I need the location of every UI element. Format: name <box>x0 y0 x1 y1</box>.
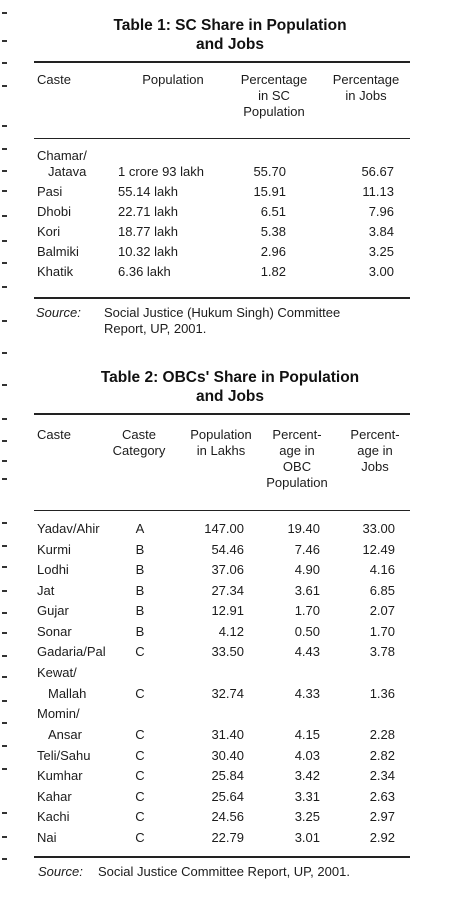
t1-row-caste-line1: Chamar/ <box>37 148 87 163</box>
t1-source-line1: Social Justice (Hukum Singh) Committee <box>104 305 341 320</box>
table1-bottom-rule <box>34 297 410 299</box>
t2-row-pct-obc: 4.90 <box>294 562 320 577</box>
t2-row-pct-jobs: 12.49 <box>362 541 395 557</box>
t1-row-pct-jobs: 3.84 <box>368 224 394 239</box>
table2-top-rule <box>34 413 410 415</box>
t2-row-caste: Kurmi <box>37 541 71 557</box>
t2-header-cat-l1: Caste <box>122 427 156 442</box>
t2-row-pct-obc: 3.25 <box>294 809 320 824</box>
t2-row-population: 54.46 <box>211 541 244 557</box>
t1-row-caste: Jatava <box>48 164 87 179</box>
t1-header-pct-sc-l2: in SC <box>258 88 290 103</box>
t1-row-pct-sc: 15.91 <box>253 184 286 199</box>
t1-row-pct-jobs: 7.96 <box>368 204 394 219</box>
t2-row-category: C <box>135 727 145 742</box>
table2-bottom-rule <box>34 856 410 858</box>
t2-row-pct-obc: 19.40 <box>287 521 320 536</box>
t2-header-cat-l2: Category <box>112 443 166 458</box>
t1-row-caste: Dhobi <box>37 204 71 219</box>
table1-title-line2: and Jobs <box>195 36 265 53</box>
t2-row-pct-obc: 4.43 <box>294 644 320 659</box>
t2-row-population: 22.79 <box>211 829 244 845</box>
t1-header-pct-jobs-l1: Percentage <box>332 72 400 87</box>
t1-row-pct-jobs: 3.25 <box>368 244 394 259</box>
t2-row-pct-jobs: 1.70 <box>369 623 395 639</box>
t2-row-pct-obc: 3.31 <box>294 788 320 804</box>
t1-row-pct-jobs: 3.00 <box>368 264 394 279</box>
t2-row-pct-obc: 0.50 <box>294 623 320 639</box>
t2-row-pct-obc: 4.03 <box>294 747 320 763</box>
t2-row-category: B <box>135 562 145 577</box>
t2-row-pct-jobs: 2.63 <box>369 788 395 804</box>
t1-source-line2: Report, UP, 2001. <box>104 321 207 336</box>
t2-row-pct-obc: 4.33 <box>294 685 320 701</box>
t1-row-population: 6.36 lakh <box>118 264 171 279</box>
t2-header-pct-obc-l1: Percent- <box>272 427 322 442</box>
t2-row-caste: Gadaria/Pal <box>37 644 106 659</box>
t1-row-population: 18.77 lakh <box>118 224 178 239</box>
t2-row-pct-jobs: 2.28 <box>369 727 395 742</box>
t2-row-pct-jobs: 2.97 <box>369 809 395 824</box>
t2-row-caste: Yadav/Ahir <box>37 521 100 536</box>
t2-row-pct-jobs: 2.07 <box>369 603 395 618</box>
t2-row-pct-obc: 3.01 <box>294 829 320 845</box>
t2-row-category: B <box>135 623 145 639</box>
table1-title-line1: Table 1: SC Share in Population <box>113 17 347 34</box>
t1-header-pct-sc-l3: Population <box>243 104 305 119</box>
t2-header-pop-l1: Population <box>190 427 252 442</box>
t2-row-population: 27.34 <box>211 582 244 598</box>
t2-row-population: 30.40 <box>211 747 244 763</box>
margin-bleed-marks <box>0 0 14 912</box>
t2-header-caste: Caste <box>37 427 71 442</box>
t2-row-category: C <box>135 644 145 659</box>
t2-row-pct-obc: 3.61 <box>294 582 320 598</box>
t2-row-category: C <box>135 788 145 804</box>
t2-row-population: 147.00 <box>204 521 244 536</box>
t1-header-caste: Caste <box>37 72 71 87</box>
t2-row-caste: Jat <box>37 582 55 598</box>
t2-row-population: 25.64 <box>211 788 244 804</box>
t2-row-pct-jobs: 3.78 <box>369 644 395 659</box>
t2-row-pct-obc: 4.15 <box>294 727 320 742</box>
t2-row-pct-jobs: 6.85 <box>369 582 395 598</box>
t2-row-category: C <box>135 768 145 783</box>
t2-row-population: 31.40 <box>211 727 244 742</box>
t2-row-population: 37.06 <box>211 562 244 577</box>
t2-row-pct-jobs: 2.34 <box>369 768 395 783</box>
t2-header-pct-jobs-l1: Percent- <box>350 427 400 442</box>
t2-row-population: 25.84 <box>211 768 244 783</box>
t2-row-caste: Kumhar <box>37 768 83 783</box>
t1-row-caste: Balmiki <box>37 244 79 259</box>
t2-row-caste: Nai <box>37 829 57 845</box>
t1-row-pct-sc: 2.96 <box>260 244 286 259</box>
t2-header-pop-l2: in Lakhs <box>196 443 246 458</box>
t1-header-pct-sc-l1: Percentage <box>240 72 308 87</box>
t1-row-pct-sc: 6.51 <box>260 204 286 219</box>
t2-row-caste: Kachi <box>37 809 70 824</box>
t1-header-population: Population <box>142 72 204 87</box>
t2-source-label: Source: <box>38 864 83 879</box>
t1-row-population: 1 crore 93 lakh <box>118 164 204 179</box>
t2-row-caste: Kahar <box>37 788 72 804</box>
t2-row-pct-jobs: 33.00 <box>362 521 395 536</box>
t1-row-population: 22.71 lakh <box>118 204 178 219</box>
t2-row-caste: Teli/Sahu <box>37 747 91 763</box>
t2-row-pct-jobs: 2.92 <box>369 829 395 845</box>
t2-header-pct-jobs-l2: age in <box>357 443 393 458</box>
t2-row-category: B <box>135 541 145 557</box>
t2-header-pct-obc-l4: Population <box>266 475 328 490</box>
t2-row-population: 12.91 <box>211 603 244 618</box>
t2-row-caste: Mallah <box>48 685 87 701</box>
t1-source-label: Source: <box>36 305 81 320</box>
t2-row-population: 24.56 <box>211 809 244 824</box>
t2-row-population: 33.50 <box>211 644 244 659</box>
t1-row-caste: Khatik <box>37 264 74 279</box>
t2-row-pct-obc: 1.70 <box>294 603 320 618</box>
t2-row-category: C <box>135 829 145 845</box>
t2-row-pct-jobs: 4.16 <box>369 562 395 577</box>
t2-row-pct-jobs: 2.82 <box>369 747 395 763</box>
t2-row-category: C <box>135 747 145 763</box>
t2-row-pct-jobs: 1.36 <box>369 685 395 701</box>
t2-row-category: C <box>135 685 145 701</box>
t2-row-pct-obc: 7.46 <box>294 541 320 557</box>
t2-row-caste: Sonar <box>37 623 72 639</box>
t2-header-pct-obc-l3: OBC <box>282 459 312 474</box>
table2-source <box>38 864 83 879</box>
t2-row-pct-obc: 3.42 <box>294 768 320 783</box>
t1-row-population: 10.32 lakh <box>118 244 178 259</box>
t1-header-pct-jobs-l2: in Jobs <box>345 88 387 103</box>
table2-title-line1: Table 2: OBCs' Share in Population <box>100 369 360 386</box>
t2-row-category: B <box>135 603 145 618</box>
t2-row-caste-line1: Kewat/ <box>37 664 77 680</box>
t2-row-category: A <box>135 521 145 536</box>
t2-row-caste: Lodhi <box>37 562 69 577</box>
t2-row-caste: Ansar <box>48 727 82 742</box>
t1-row-pct-jobs: 56.67 <box>361 164 394 179</box>
t1-row-pct-sc: 5.38 <box>260 224 286 239</box>
table2-header-rule <box>34 510 410 511</box>
t2-row-population: 32.74 <box>211 685 244 701</box>
t1-row-pct-sc: 1.82 <box>260 264 286 279</box>
t2-header-pct-jobs-l3: Jobs <box>361 459 389 474</box>
t2-row-category: C <box>135 809 145 824</box>
table2-title-line2: and Jobs <box>195 388 265 405</box>
t1-row-caste: Pasi <box>37 184 63 199</box>
t2-source-text: Social Justice Committee Report, UP, 2001. <box>98 864 350 879</box>
t2-row-caste-line1: Momin/ <box>37 706 80 721</box>
table1-header-rule <box>34 138 410 139</box>
t2-header-pct-obc-l2: age in <box>279 443 315 458</box>
t2-row-population: 4.12 <box>218 623 244 639</box>
t1-row-pct-sc: 55.70 <box>253 164 286 179</box>
t1-row-caste: Kori <box>37 224 61 239</box>
t2-row-category: B <box>135 582 145 598</box>
t2-row-caste: Gujar <box>37 603 69 618</box>
t1-row-pct-jobs: 11.13 <box>362 184 394 199</box>
table1-top-rule <box>34 61 410 63</box>
t1-row-population: 55.14 lakh <box>118 184 178 199</box>
table1-source <box>36 305 81 320</box>
